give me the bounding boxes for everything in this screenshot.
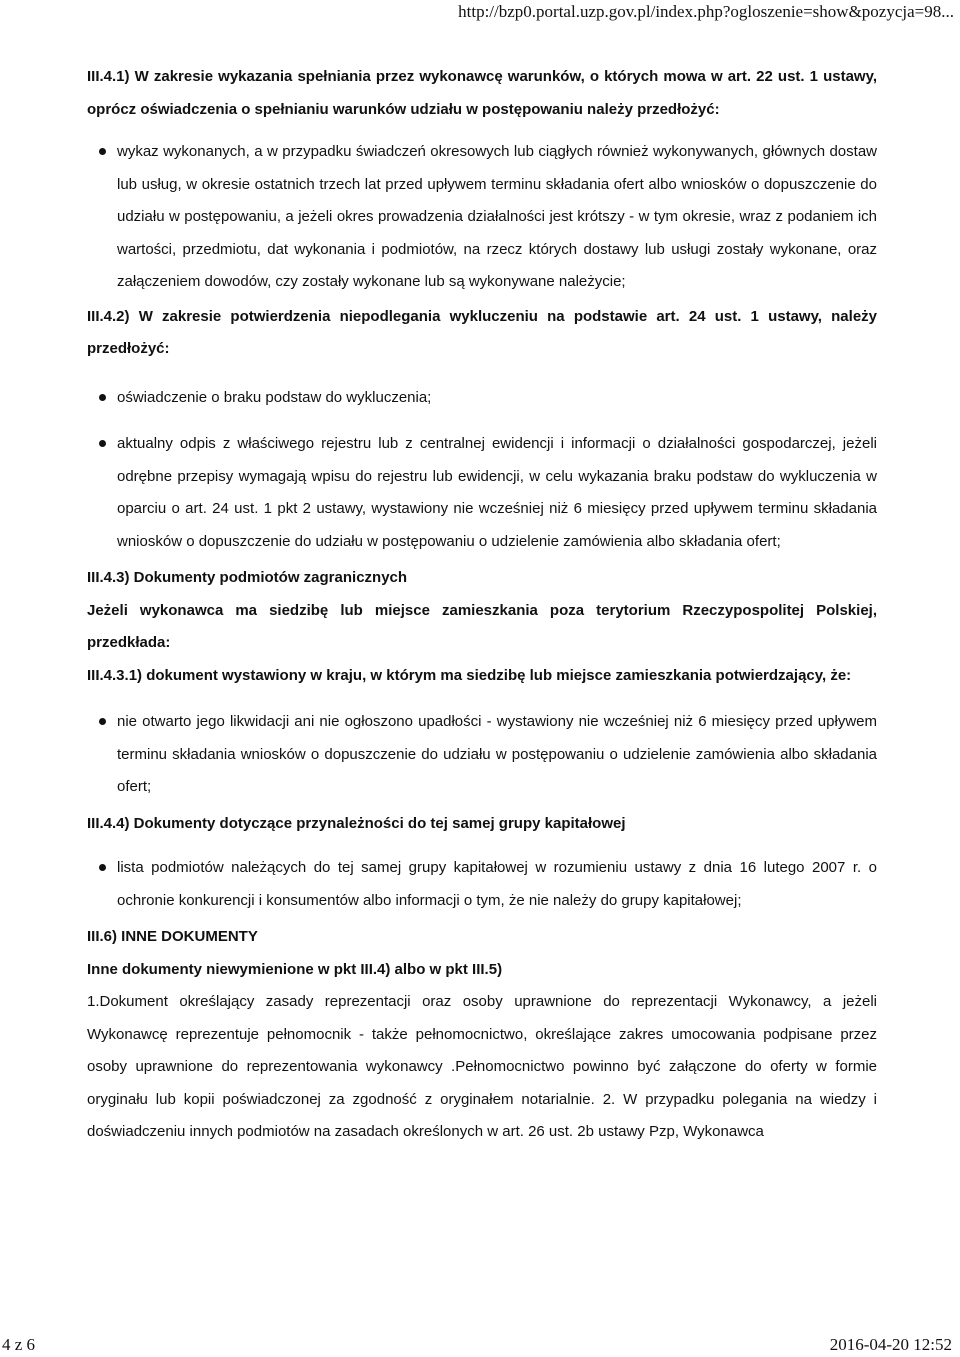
bullet-icon [99, 394, 106, 401]
page-number: 4 z 6 [2, 1335, 36, 1354]
page-url: http://bzp0.portal.uzp.gov.pl/index.php?ogloszenie=show&pozycja=98... [458, 2, 954, 21]
bullet-icon [99, 148, 106, 155]
section-title-iii-4-3: III.4.3) Dokumenty podmiotów zagranicznych [87, 569, 408, 586]
list-item-text: aktualny odpis z właściwego rejestru lub z centralnej ewidencji i informacji o działalności gospodarczej, jeżeli odrębne przepisy wymagają wpisu do rejestru lub ewidencji, w celu wykazania braku podstaw do wykluczenia w oparciu o art. 24 ust. 1 pkt 2 ustawy, wystawiony nie wcześniej niż 6 miesięcy przed upływem terminu składania wniosków o dopuszczenie do udziału w postępowaniu o udzielenie zamówienia albo składania ofert; [117, 435, 877, 550]
section-subtitle: Inne dokumenty niewymienione w pkt III.4) albo w pkt III.5) [87, 960, 503, 978]
list-item [87, 706, 877, 804]
section-subtitle: Jeżeli wykonawca ma siedzibę lub miejsce zamieszkania poza terytorium Rzeczypospolitej Polskiej, przedkłada: [87, 601, 877, 651]
list-item-text: wykaz wykonanych, a w przypadku świadczeń okresowych lub ciągłych również wykonywanych, głównych dostaw lub usług, w okresie ostatnich trzech lat przed upływem terminu składania ofert albo wniosków o dopuszczenie do udziału w postępowaniu, a jeżeli okres prowadzenia działalności jest krótszy - w tym okresie, wraz z podaniem ich wartości, przedmiotu, dat wykonania i podmiotów, na rzecz których dostawy lub usługi zostały wykonane, oraz załączeniem dowodów, czy zostały wykonane lub są wykonywane należycie; [117, 143, 877, 290]
list-item [87, 136, 877, 299]
section-title-iii-4-2: III.4.2) W zakresie potwierdzenia niepodlegania wykluczeniu na podstawie art. 24 ust. 1 ustawy, należy przedłożyć: [87, 307, 877, 357]
document-body [87, 61, 877, 1149]
list-item [87, 428, 877, 558]
list-item-text: nie otwarto jego likwidacji ani nie ogłoszono upadłości - wystawiony nie wcześniej niż 6 miesięcy przed upływem terminu składania wniosków o dopuszczenie do udziału w postępowaniu o udzielenie zamówienia albo składania ofert; [117, 713, 877, 795]
list-item [87, 382, 877, 415]
section-title-iii-4-4: III.4.4) Dokumenty dotyczące przynależności do tej samej grupy kapitałowej [87, 814, 626, 832]
section-title-iii-4-3-1: III.4.3.1) dokument wystawiony w kraju, w którym ma siedzibę lub miejsce zamieszkania potwierdzający, że: [87, 666, 852, 684]
list-item [87, 852, 877, 917]
list-item-text: lista podmiotów należących do tej samej grupy kapitałowej w rozumieniu ustawy z dnia 16 lutego 2007 r. o ochronie konkurencji i konsumentów albo informacji o tym, że nie należy do grupy kapitałowej; [117, 859, 877, 909]
section-title-iii-4-1: III.4.1) W zakresie wykazania spełniania przez wykonawcę warunków, o których mowa w art. 22 ust. 1 ustawy, oprócz oświadczenia o spełnianiu warunków udziału w postępowaniu należy przedłożyć: [87, 68, 877, 118]
section-title-iii-6: III.6) INNE DOKUMENTY [87, 928, 258, 945]
print-datetime: 2016-04-20 12:52 [829, 1335, 952, 1354]
bullet-icon [99, 864, 106, 871]
bullet-icon [99, 440, 106, 447]
bullet-icon [99, 718, 106, 725]
section-body-text: 1.Dokument określający zasady reprezentacji oraz osoby uprawnione do reprezentacji Wykonawcy, a jeżeli Wykonawcę reprezentuje pełnomocnik - także pełnomocnictwo, określające zakres umocowania podpisane przez osoby uprawnione do reprezentowania wykonawcy .Pełnomocnictwo powinno być załączone do oferty w formie oryginału lub kopii poświadczonej za zgodność z oryginałem notarialnie. 2. W przypadku polegania na wiedzy i doświadczeniu innych podmiotów na zasadach określonych w art. 26 ust. 2b ustawy Pzp, Wykonawca [87, 993, 877, 1140]
list-item-text: oświadczenie o braku podstaw do wykluczenia; [117, 388, 432, 406]
